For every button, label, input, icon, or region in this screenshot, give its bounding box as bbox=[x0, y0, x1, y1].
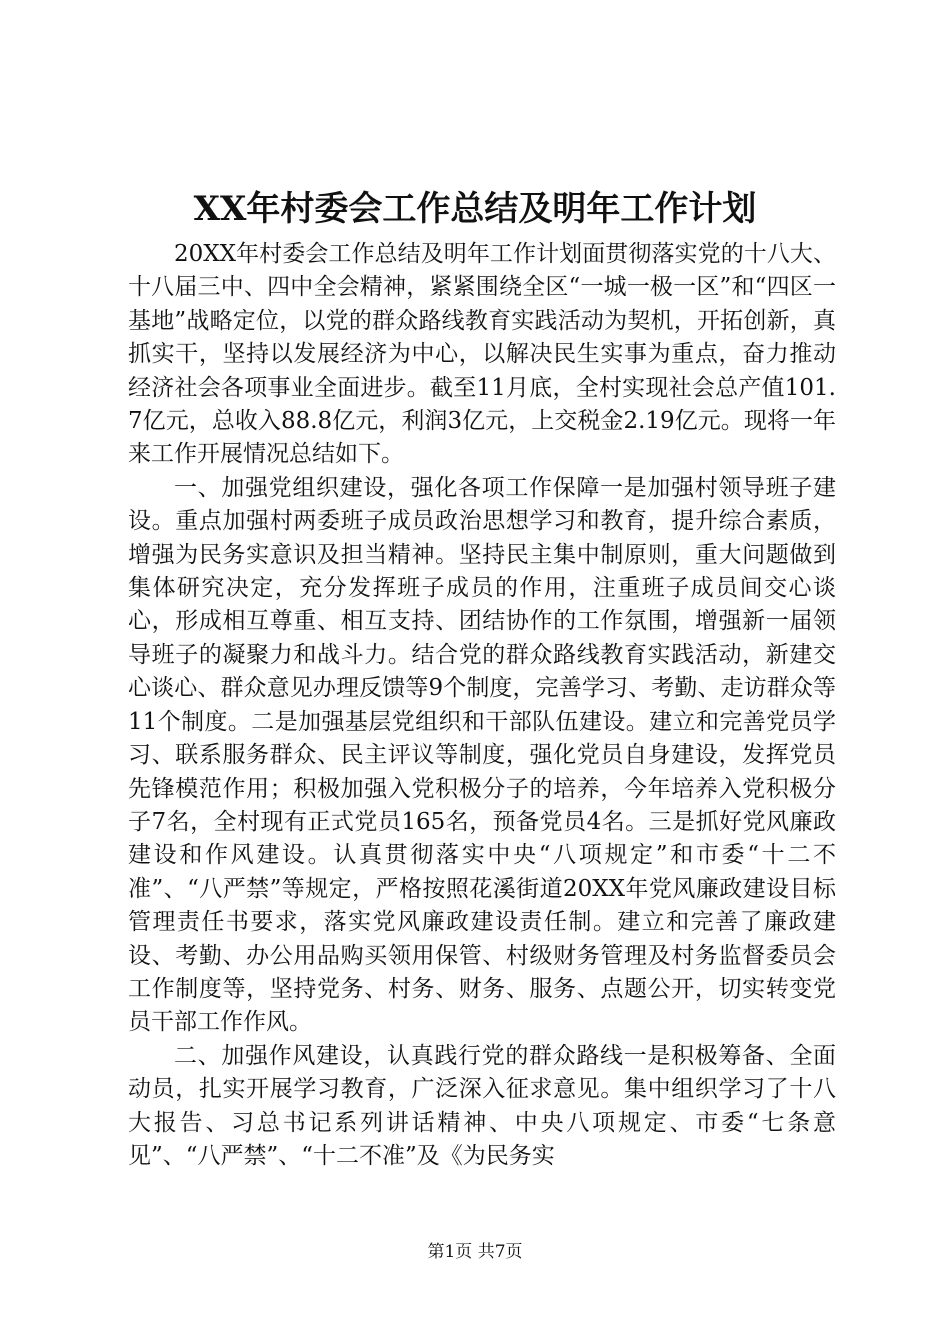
paragraph-section-two: 二、加强作风建设，认真践行党的群众路线一是积极筹备、全面动员，扎实开展学习教育，广泛深入征求意见。集中组织学习了十八大报告、习总书记系列讲话精神、中央八项规定、市委“七条意见”、“八严禁”、“十二不准”及《为民务实 bbox=[128, 1042, 836, 1169]
document-title: XX年村委会工作总结及明年工作计划 bbox=[193, 189, 757, 229]
paragraph-intro: 20XX年村委会工作总结及明年工作计划面贯彻落实党的十八大、十八届三中、四中全会精神，紧紧围绕全区“一城一极一区”和“四区一基地”战略定位，以党的群众路线教育实践活动为契机，开拓创新，真抓实干，坚持以发展经济为中心，以解决民生实事为重点，奋力推动经济社会各项事业全面进步。截至11月底，全村实现社会总产值101.7亿元，总收入88.8亿元，利润3亿元，上交税金2.19亿元。现将一年来工作开展情况总结如下。 bbox=[128, 241, 836, 468]
page-number-footer: 第1页 共7页 bbox=[427, 1242, 523, 1262]
document-body bbox=[128, 238, 836, 1173]
paragraph-section-one: 一、加强党组织建设，强化各项工作保障一是加强村领导班子建设。重点加强村两委班子成员政治思想学习和教育，提升综合素质，增强为民务实意识及担当精神。坚持民主集中制原则，重大问题做到集体研究决定，充分发挥班子成员的作用，注重班子成员间交心谈心，形成相互尊重、相互支持、团结协作的工作氛围，增强新一届领导班子的凝聚力和战斗力。结合党的群众路线教育实践活动，新建交心谈心、群众意见办理反馈等9个制度，完善学习、考勤、走访群众等11个制度。二是加强基层党组织和干部队伍建设。建立和完善党员学习、联系服务群众、民主评议等制度，强化党员自身建设，发挥党员先锋模范作用；积极加强入党积极分子的培养，今年培养入党积极分子7名，全村现有正式党员165名，预备党员4名。三是抓好党风廉政建设和作风建设。认真贯彻落实中央“八项规定”和市委“十二不准”、“八严禁”等规定，严格按照花溪街道20XX年党风廉政建设目标管理责任书要求，落实党风廉政建设责任制。建立和完善了廉政建设、考勤、办公用品购买领用保管、村级财务管理及村务监督委员会工作制度等，坚持党务、村务、财务、服务、点题公开，切实转变党员干部工作作风。 bbox=[128, 474, 836, 1036]
